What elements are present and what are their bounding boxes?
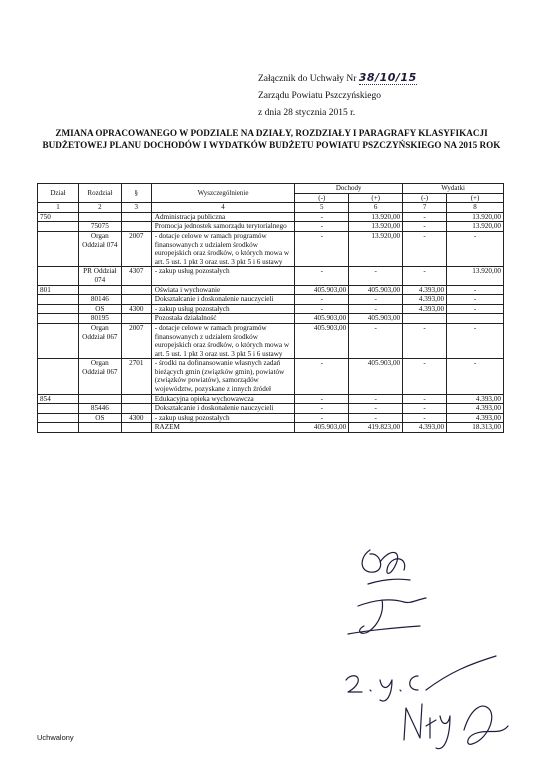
cell-paragraf: 2007 <box>121 231 151 266</box>
footer-status: Uchwalony <box>37 733 74 742</box>
cell-description: Dokształcanie i doskonalenie nauczycieli <box>151 404 295 414</box>
cell-rozdzial: Organ Oddział 067 <box>78 323 121 358</box>
cell-rozdzial: 85446 <box>78 404 121 414</box>
cell-wydatki-plus: - <box>447 359 504 394</box>
cell-paragraf <box>121 314 151 324</box>
cell-paragraf: 4307 <box>121 267 151 285</box>
cell-rozdzial <box>78 285 121 295</box>
header-dzial: Dział <box>38 184 79 203</box>
header-wyszczegolnienie: Wyszczególnienie <box>151 184 295 203</box>
cell-wydatki-minus: - <box>403 231 447 266</box>
column-number: 1 <box>38 203 79 213</box>
cell-dochody-plus: - <box>349 404 403 414</box>
cell-description: - dotacje celowe w ramach programów finansowanych z udziałem środków europejskich oraz środków, o których mowa w art. 5 ust. 1 pkt 3 oraz ust. 3 pkt 5 i 6 ustawy <box>151 323 295 358</box>
cell-dzial: 854 <box>38 394 79 404</box>
cell-dochody-minus: 405.903,00 <box>295 323 349 358</box>
cell-description: - zakup usług pozostałych <box>151 267 295 285</box>
cell-dzial <box>38 404 79 414</box>
cell-dzial <box>38 231 79 266</box>
table-row <box>38 222 504 232</box>
column-number: 2 <box>78 203 121 213</box>
cell-rozdzial: OS <box>78 413 121 423</box>
table-row <box>38 314 504 324</box>
cell-description: RAZEM <box>151 423 295 433</box>
cell-dzial <box>38 295 79 305</box>
cell-wydatki-minus: 4.393,00 <box>403 295 447 305</box>
cell-wydatki-minus: - <box>403 394 447 404</box>
cell-description: - zakup usług pozostałych <box>151 413 295 423</box>
column-number-row <box>38 203 504 213</box>
cell-wydatki-plus <box>447 314 504 324</box>
table-row <box>38 413 504 423</box>
cell-wydatki-plus: - <box>447 323 504 358</box>
cell-dochody-plus: - <box>349 295 403 305</box>
cell-dochody-plus: - <box>349 323 403 358</box>
cell-dochody-plus: - <box>349 413 403 423</box>
cell-wydatki-plus: - <box>447 304 504 314</box>
cell-dzial <box>38 323 79 358</box>
header-paragraf: § <box>121 184 151 203</box>
table-row <box>38 295 504 305</box>
resolution-header <box>258 69 417 122</box>
cell-wydatki-minus: 4.393,00 <box>403 285 447 295</box>
cell-paragraf <box>121 394 151 404</box>
cell-paragraf: 4300 <box>121 304 151 314</box>
column-number: 7 <box>403 203 447 213</box>
cell-dzial: 750 <box>38 212 79 222</box>
header-wydatki-minus: (-) <box>403 193 447 203</box>
cell-dochody-plus: 405.903,00 <box>349 359 403 394</box>
cell-dzial: 801 <box>38 285 79 295</box>
cell-dochody-minus: - <box>295 267 349 285</box>
cell-description: Pozostała działalność <box>151 314 295 324</box>
budget-table <box>37 183 504 433</box>
cell-dochody-plus: 405.903,00 <box>349 314 403 324</box>
table-row <box>38 404 504 414</box>
cell-paragraf: 2701 <box>121 359 151 394</box>
table-row <box>38 323 504 358</box>
cell-dochody-minus: - <box>295 222 349 232</box>
cell-dochody-minus: - <box>295 304 349 314</box>
cell-description: Oświata i wychowanie <box>151 285 295 295</box>
cell-rozdzial: Organ Oddział 074 <box>78 231 121 266</box>
table-row <box>38 285 504 295</box>
cell-wydatki-plus: - <box>447 231 504 266</box>
document-title: ZMIANA OPRACOWANEGO W PODZIALE NA DZIAŁY, ROZDZIAŁY I PARAGRAFY KLASYFIKACJI BUDŻETOWEJ PLANU DOCHODÓW I WYDATKÓW BUDŻETU POWIATU PSZCZYŃSKIEGO NA 2015 ROK <box>42 128 501 150</box>
cell-rozdzial <box>78 423 121 433</box>
cell-rozdzial <box>78 212 121 222</box>
column-number: 6 <box>349 203 403 213</box>
cell-description: - zakup usług pozostałych <box>151 304 295 314</box>
cell-paragraf: 2007 <box>121 323 151 358</box>
cell-dochody-minus: - <box>295 394 349 404</box>
cell-dochody-minus: - <box>295 231 349 266</box>
cell-dzial <box>38 314 79 324</box>
cell-dochody-minus: 405.903,00 <box>295 423 349 433</box>
cell-wydatki-plus: 13.920,00 <box>447 267 504 285</box>
header-row-1 <box>38 184 504 194</box>
cell-description: - dotacje celowe w ramach programów finansowanych z udziałem środków europejskich oraz środków, o których mowa w art. 5 ust. 1 pkt 3 oraz ust. 3 pkt 5 i 6 ustawy <box>151 231 295 266</box>
cell-paragraf <box>121 285 151 295</box>
header-wydatki-plus: (+) <box>447 193 504 203</box>
cell-wydatki-minus: - <box>403 404 447 414</box>
cell-wydatki-minus: 4.393,00 <box>403 423 447 433</box>
cell-paragraf: 4300 <box>121 413 151 423</box>
cell-wydatki-minus: - <box>403 222 447 232</box>
cell-dochody-plus: 13.920,00 <box>349 231 403 266</box>
header-wydatki: Wydatki <box>403 184 504 194</box>
column-number: 5 <box>295 203 349 213</box>
cell-dzial <box>38 222 79 232</box>
cell-description: Dokształcanie i doskonalenie nauczycieli <box>151 295 295 305</box>
column-number: 3 <box>121 203 151 213</box>
cell-wydatki-plus: 4.393,00 <box>447 394 504 404</box>
cell-dochody-plus: - <box>349 394 403 404</box>
signatures-image <box>340 540 540 765</box>
cell-wydatki-minus: 4.393,00 <box>403 304 447 314</box>
cell-description: - środki na dofinansowanie własnych zadań bieżących gmin (związków gmin), powiatów (związków powiatów), samorządów województw, pozyskane z innych źródeł <box>151 359 295 394</box>
header-dochody: Dochody <box>295 184 403 194</box>
cell-dochody-minus: - <box>295 359 349 394</box>
cell-dzial <box>38 359 79 394</box>
cell-dzial <box>38 423 79 433</box>
cell-rozdzial: 80146 <box>78 295 121 305</box>
cell-dochody-minus: - <box>295 295 349 305</box>
cell-wydatki-plus: 18.313,00 <box>447 423 504 433</box>
cell-wydatki-plus: 4.393,00 <box>447 413 504 423</box>
table-row <box>38 359 504 394</box>
table-row <box>38 212 504 222</box>
cell-dochody-minus: - <box>295 212 349 222</box>
cell-wydatki-plus: 4.393,00 <box>447 404 504 414</box>
table-body <box>38 212 504 432</box>
cell-dochody-minus: - <box>295 404 349 414</box>
cell-description: Edukacyjna opieka wychowawcza <box>151 394 295 404</box>
cell-rozdzial: 75075 <box>78 222 121 232</box>
cell-dochody-minus: 405.903,00 <box>295 285 349 295</box>
cell-wydatki-minus: - <box>403 212 447 222</box>
table-header <box>38 184 504 213</box>
cell-wydatki-minus: - <box>403 323 447 358</box>
cell-rozdzial: PR Oddział 074 <box>78 267 121 285</box>
header-line-1 <box>258 69 417 88</box>
cell-paragraf <box>121 295 151 305</box>
cell-dzial <box>38 267 79 285</box>
cell-wydatki-minus: - <box>403 267 447 285</box>
table-row <box>38 267 504 285</box>
table-row <box>38 423 504 433</box>
cell-description: Promocja jednostek samorządu terytorialnego <box>151 222 295 232</box>
table-row <box>38 394 504 404</box>
cell-wydatki-plus: 13.920,00 <box>447 212 504 222</box>
cell-rozdzial: 80195 <box>78 314 121 324</box>
cell-dochody-plus: 13.920,00 <box>349 222 403 232</box>
resolution-number: 38/10/15 <box>358 71 417 84</box>
header-line-3: z dnia 28 stycznia 2015 r. <box>258 108 356 118</box>
cell-paragraf <box>121 222 151 232</box>
cell-wydatki-plus: - <box>447 295 504 305</box>
cell-dochody-minus: - <box>295 413 349 423</box>
cell-paragraf <box>121 212 151 222</box>
cell-rozdzial: Organ Oddział 067 <box>78 359 121 394</box>
cell-dochody-plus: 13.920,00 <box>349 212 403 222</box>
cell-dochody-minus: 405.903,00 <box>295 314 349 324</box>
cell-paragraf <box>121 423 151 433</box>
table-row <box>38 231 504 266</box>
cell-rozdzial <box>78 394 121 404</box>
column-number: 4 <box>151 203 295 213</box>
cell-rozdzial: OS <box>78 304 121 314</box>
cell-wydatki-minus: - <box>403 413 447 423</box>
cell-description: Administracja publiczna <box>151 212 295 222</box>
cell-wydatki-minus: - <box>403 359 447 394</box>
header-line-2: Zarządu Powiatu Pszczyńskiego <box>258 91 381 101</box>
resolution-label: Załącznik do Uchwały Nr <box>258 74 357 84</box>
cell-paragraf <box>121 404 151 414</box>
cell-wydatki-plus: - <box>447 285 504 295</box>
header-dochody-plus: (+) <box>349 193 403 203</box>
cell-dzial <box>38 304 79 314</box>
cell-dochody-plus: - <box>349 304 403 314</box>
cell-dzial <box>38 413 79 423</box>
cell-dochody-plus: - <box>349 267 403 285</box>
cell-wydatki-plus: 13.920,00 <box>447 222 504 232</box>
table-row <box>38 304 504 314</box>
cell-dochody-plus: 405.903,00 <box>349 285 403 295</box>
cell-dochody-plus: 419.823,00 <box>349 423 403 433</box>
header-dochody-minus: (-) <box>295 193 349 203</box>
cell-wydatki-minus <box>403 314 447 324</box>
column-number: 8 <box>447 203 504 213</box>
header-rozdzial: Rozdział <box>78 184 121 203</box>
